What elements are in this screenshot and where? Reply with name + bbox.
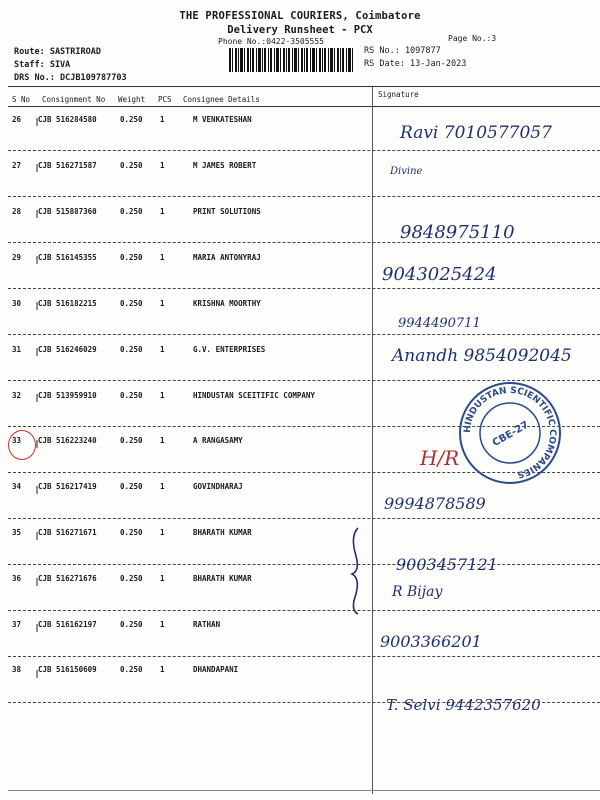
- row-pcs: 1: [160, 207, 165, 216]
- row-separator: [8, 518, 600, 519]
- runsheet-subtitle: Delivery Runsheet - PCX: [227, 24, 373, 36]
- row-consignee: KRISHNA MOORTHY: [193, 299, 261, 308]
- table-row: [0, 253, 600, 299]
- signature-27: Divine: [390, 166, 423, 177]
- stamp-ring-text: HINDUSTAN SCIENTIFIC COMPANIES: [462, 385, 558, 480]
- row-weight: 0.250: [120, 299, 143, 308]
- row-pcs: 1: [160, 482, 165, 491]
- signature-38: T. Selvi 9442357620: [386, 696, 541, 714]
- row-sno: 37: [12, 620, 22, 629]
- row-tick-marks: [34, 110, 46, 710]
- row-consignment: CJB 516182215: [38, 299, 97, 308]
- col-sno: S No: [12, 95, 31, 104]
- row-consignee: RATHAN: [193, 620, 221, 629]
- row-consignment: CJB 516246029: [38, 345, 97, 354]
- company-title: THE PROFESSIONAL COURIERS, Coimbatore: [179, 10, 421, 22]
- header-top-rule: [8, 86, 600, 87]
- row-consignment: CJB 513959910: [38, 391, 97, 400]
- table-row: [0, 299, 600, 345]
- row-weight: 0.250: [120, 391, 143, 400]
- row-weight: 0.250: [120, 436, 143, 445]
- row-consignee: M VENKATESHAN: [193, 115, 252, 124]
- row-consignee: G.V. ENTERPRISES: [193, 345, 266, 354]
- header-bottom-rule: [8, 106, 600, 107]
- route-label: Route: SASTRIROAD: [14, 47, 101, 57]
- row-consignee: MARIA ANTONYRAJ: [193, 253, 261, 262]
- rs-date: RS Date: 13-Jan-2023: [364, 59, 467, 69]
- signature-36: R Bijay: [392, 584, 443, 600]
- row-pcs: 1: [160, 436, 165, 445]
- signature-29: 9043025424: [382, 264, 497, 285]
- signature-30: 9944490711: [398, 316, 481, 331]
- row-weight: 0.250: [120, 345, 143, 354]
- stamp-center-text: CBE-27: [490, 419, 531, 450]
- row-pcs: 1: [160, 528, 165, 537]
- row-weight: 0.250: [120, 574, 143, 583]
- row-sno: 35: [12, 528, 22, 537]
- signature-35: 9003457121: [396, 555, 498, 574]
- row-consignee: DHANDAPANI: [193, 665, 239, 674]
- row-consignee: BHARATH KUMAR: [193, 574, 252, 583]
- row-pcs: 1: [160, 345, 165, 354]
- signature-26: Ravi 7010577057: [400, 123, 552, 143]
- row-sno: 31: [12, 345, 22, 354]
- signature-37: 9003366201: [380, 632, 482, 651]
- staff-label: Staff: SIVA: [14, 60, 71, 70]
- row-pcs: 1: [160, 620, 165, 629]
- page-bottom-rule: [8, 790, 600, 791]
- row-consignment: CJB 516223240: [38, 436, 97, 445]
- col-signature: Signature: [378, 90, 419, 99]
- row-weight: 0.250: [120, 528, 143, 537]
- signature-28: 9848975110: [400, 222, 515, 243]
- row-sno: 32: [12, 391, 22, 400]
- row-consignment: CJB 516145355: [38, 253, 97, 262]
- phone-number: Phone No.:0422-3505555: [218, 37, 324, 46]
- row-separator: [8, 334, 600, 335]
- row-consignment: CJB 516150609: [38, 665, 97, 674]
- row-consignment: CJB 516284580: [38, 115, 97, 124]
- row-sno: 30: [12, 299, 22, 308]
- row-consignee: M JAMES ROBERT: [193, 161, 257, 170]
- row-weight: 0.250: [120, 482, 143, 491]
- page-number: Page No.:3: [448, 34, 497, 43]
- row-consignment: CJB 516162197: [38, 620, 97, 629]
- row-sno: 38: [12, 665, 22, 674]
- row-separator: [8, 288, 600, 289]
- row-weight: 0.250: [120, 665, 143, 674]
- row-weight: 0.250: [120, 161, 143, 170]
- row-33-circle-mark: [8, 430, 36, 460]
- table-row: [0, 528, 600, 574]
- row-separator: [8, 564, 600, 565]
- row-sno: 27: [12, 161, 22, 170]
- row-consignment: CJB 516271676: [38, 574, 97, 583]
- col-consignee: Consignee Details: [183, 95, 260, 104]
- row-sno: 34: [12, 482, 22, 491]
- table-row: [0, 574, 600, 620]
- row-sno: 28: [12, 207, 22, 216]
- row-consignment: CJB 516271671: [38, 528, 97, 537]
- row-pcs: 1: [160, 299, 165, 308]
- rs-number: RS No.: 1097877: [364, 46, 441, 56]
- row-consignment: CJB 515887360: [38, 207, 97, 216]
- signature-33: H/R: [420, 446, 460, 470]
- row-sno: 33: [12, 436, 22, 445]
- drs-number: DRS No.: DCJB109787703: [14, 73, 127, 83]
- row-consignment: CJB 516217419: [38, 482, 97, 491]
- row-consignee: GOVINDHARAJ: [193, 482, 243, 491]
- table-row: [0, 161, 600, 207]
- row-pcs: 1: [160, 391, 165, 400]
- row-separator: [8, 610, 600, 611]
- row-pcs: 1: [160, 574, 165, 583]
- col-pcs: PCS: [158, 95, 172, 104]
- company-stamp: [455, 378, 565, 488]
- col-consignment: Consignment No: [42, 95, 106, 104]
- row-separator: [8, 150, 600, 151]
- bracket-mark: [348, 526, 368, 616]
- row-sno: 29: [12, 253, 22, 262]
- row-pcs: 1: [160, 665, 165, 674]
- row-pcs: 1: [160, 161, 165, 170]
- row-separator: [8, 196, 600, 197]
- col-weight: Weight: [118, 95, 146, 104]
- row-sno: 36: [12, 574, 22, 583]
- row-weight: 0.250: [120, 207, 143, 216]
- table-row: [0, 482, 600, 528]
- row-consignee: BHARATH KUMAR: [193, 528, 252, 537]
- barcode: [229, 48, 353, 72]
- row-pcs: 1: [160, 253, 165, 262]
- row-consignee: PRINT SOLUTIONS: [193, 207, 261, 216]
- row-consignee: A RANGASAMY: [193, 436, 243, 445]
- row-consignment: CJB 516271587: [38, 161, 97, 170]
- signature-34: 9994878589: [384, 494, 486, 513]
- row-consignee: HINDUSTAN SCEITIFIC COMPANY: [193, 391, 315, 400]
- row-weight: 0.250: [120, 115, 143, 124]
- table-row: [0, 620, 600, 666]
- row-sno: 26: [12, 115, 22, 124]
- row-separator: [8, 656, 600, 657]
- row-weight: 0.250: [120, 620, 143, 629]
- row-pcs: 1: [160, 115, 165, 124]
- row-weight: 0.250: [120, 253, 143, 262]
- signature-31: Anandh 9854092045: [392, 346, 572, 366]
